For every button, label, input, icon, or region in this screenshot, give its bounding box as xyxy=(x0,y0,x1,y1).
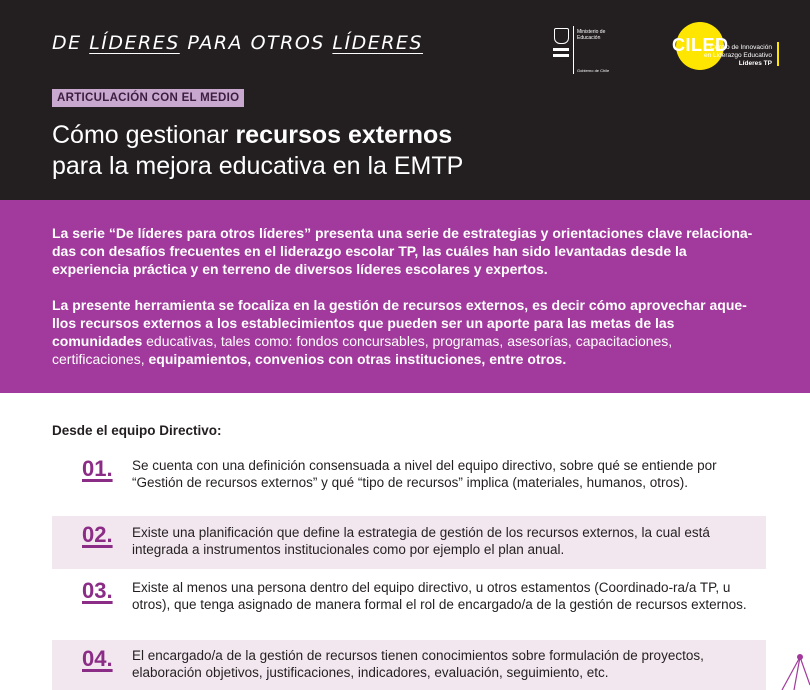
intro-p2-light: educativas, tales como: fondos concursables, programas, asesorías, capacitaciones, certificaciones, xyxy=(52,333,673,367)
ministry-logo xyxy=(553,26,615,78)
category-tag: ARTICULACIÓN CON EL MEDIO xyxy=(52,89,244,107)
list-item xyxy=(52,640,766,690)
ciled-description xyxy=(704,44,772,68)
item-number: 02. xyxy=(82,522,113,547)
item-text: Se cuenta con una definición consensuada a nivel del equipo directivo, sobre qué se entiende por “Gestión de recursos externos” y qué “tipo de recursos” implica (materiales, humanos, otros). xyxy=(132,458,717,490)
ciled-line-1: Centro de Innovación xyxy=(710,44,772,51)
item-text: Existe una planificación que define la estrategia de gestión de los recursos externos, la cual está integrada a instrumentos institucionales como por ejemplo el plan anual. xyxy=(132,525,710,557)
page-title xyxy=(52,120,463,182)
item-text: Existe al menos una persona dentro del equipo directivo, u otros estamentos (Coordinado-ra/a TP, u otros), que tenga asignado de manera formal el rol de encargado/a de la gestión de recursos externos. xyxy=(132,580,747,612)
item-number: 04. xyxy=(82,646,113,671)
chile-crest-icon xyxy=(553,26,569,72)
title-line-2: para la mejora educativa en la EMTP xyxy=(52,152,464,180)
header-band xyxy=(0,0,810,200)
title-part-1: Cómo gestionar xyxy=(52,121,236,149)
item-number: 01. xyxy=(82,456,113,481)
intro-p2-bold: La presente herramienta se focaliza en la gestión de recursos externos, es decir cómo aprovechar aque-llos recursos externos a los establecimientos que pueden ser un aporte para las metas de las comunidades xyxy=(52,297,747,349)
ciled-line-3: Líderes TP xyxy=(738,60,772,67)
list-item xyxy=(52,516,766,569)
series-middle: PARA OTROS xyxy=(179,32,333,54)
title-bold: recursos externos xyxy=(235,121,453,149)
series-prefix: DE xyxy=(52,32,90,54)
ministry-gov: Gobierno de Chile xyxy=(577,68,610,73)
ciled-logo-word: CILED xyxy=(672,35,729,55)
ministry-line-1: Ministerio de xyxy=(577,29,606,35)
section-title: Desde el equipo Directivo: xyxy=(52,423,222,438)
list-item xyxy=(52,452,766,510)
intro-band xyxy=(0,200,810,393)
intro-paragraph-2 xyxy=(52,296,764,368)
series-title xyxy=(52,32,423,54)
item-number: 03. xyxy=(82,578,113,603)
intro-p2-end: equipamientos, convenios con otras instituciones, entre otros. xyxy=(148,351,567,367)
ministry-name xyxy=(577,29,615,41)
ciled-accent-bar xyxy=(777,42,779,66)
series-word-1: LÍDERES xyxy=(89,32,180,54)
network-decoration-icon xyxy=(770,645,810,690)
list-item xyxy=(52,573,766,635)
ciled-line-2: en Liderazgo Educativo xyxy=(704,52,772,59)
ministry-line-2: Educación xyxy=(577,35,601,41)
item-text: El encargado/a de la gestión de recursos tienen conocimientos sobre formulación de proyectos, elaboración objetivos, justificaciones, indicadores, evaluación, seguimiento, etc. xyxy=(132,648,704,680)
series-word-2: LÍDERES xyxy=(332,32,423,54)
intro-paragraph-1: La serie “De líderes para otros líderes” presenta una serie de estrategias y orientaciones clave relaciona-das con desafíos frecuentes en el liderazgo escolar TP, las cuáles han sido levantadas desde la experiencia práctica y en terreno de diversos líderes escolares y expertos. xyxy=(52,225,753,277)
